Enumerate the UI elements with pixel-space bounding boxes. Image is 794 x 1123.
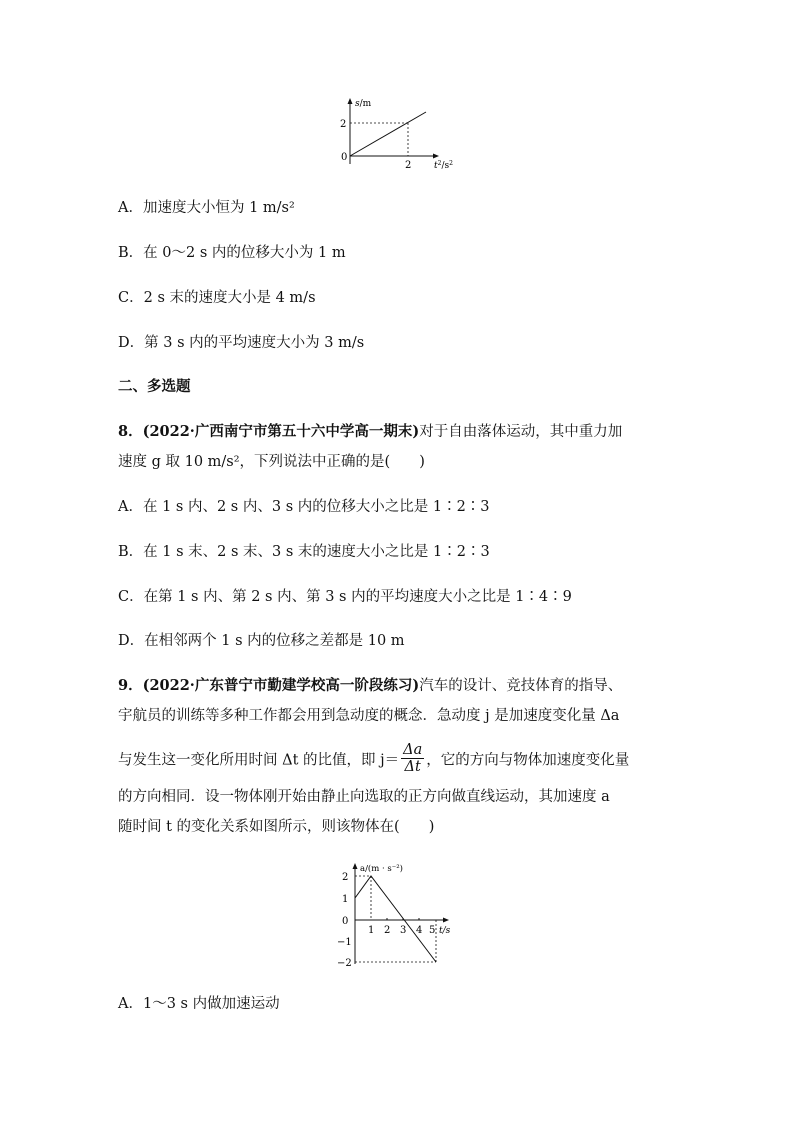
q7-option-c: C．2 s 末的速度大小是 4 m/s (118, 290, 316, 306)
g2-x-tick-4: 4 (416, 925, 423, 936)
g2-y-tick-m2: −2 (337, 958, 352, 969)
q7-option-b: B．在 0～2 s 内的位移大小为 1 m (118, 245, 346, 261)
q8-line2: 速度 g 取 10 m/s²，下列说法中正确的是( ) (118, 454, 425, 470)
g1-y-arrow (348, 98, 353, 104)
q9-line3: 与发生这一变化所用时间 Δt 的比值，即 j＝ $\frac{\Delta a}{\Delta t}$ ，它的方向与物体加速度变化量 (118, 742, 630, 775)
section-title: 二、多选题 (118, 378, 191, 395)
jerk-fraction: $\frac{\Delta a}{\Delta t}$ (403, 742, 423, 775)
g1-y-label: s/m (355, 99, 372, 109)
g2-y-label: a/(m · s⁻²) (360, 864, 403, 874)
q9-option-a: A．1～3 s 内做加速运动 (118, 996, 280, 1012)
g2-x-arrow (443, 918, 449, 923)
q8-option-d: D．在相邻两个 1 s 内的位移之差都是 10 m (118, 633, 405, 649)
graph-a-t (335, 858, 460, 970)
q9-line4: 的方向相同．设一物体刚开始由静止向选取的正方向做直线运动，其加速度 a (118, 789, 610, 805)
g2-y-arrow (353, 863, 358, 869)
g2-data-line (355, 876, 436, 962)
q9-line2: 宇航员的训练等多种工作都会用到急动度的概念．急动度 j 是加速度变化量 Δa (118, 708, 620, 724)
g1-y-tick: 2 (340, 119, 347, 130)
g2-x-label: t/s (439, 926, 451, 936)
g2-x-tick-1: 1 (368, 925, 375, 936)
g1-origin: 0 (341, 152, 348, 163)
graph-s-t2 (330, 92, 470, 177)
g2-x-tick-5: 5 (429, 925, 436, 936)
g1-data-line (350, 112, 426, 156)
g1-x-label: $t^2/s^2$ (434, 159, 453, 171)
q8-option-a: A．在 1 s 内、2 s 内、3 s 内的位移大小之比是 1∶2∶3 (118, 499, 490, 515)
g2-y-tick-1: 1 (342, 894, 349, 905)
g1-x-tick: 2 (405, 160, 412, 171)
g1-x-arrow (433, 154, 439, 159)
q7-option-a: A．加速度大小恒为 1 m/s² (118, 200, 295, 216)
q8-option-c: C．在第 1 s 内、第 2 s 内、第 3 s 内的平均速度大小之比是 1∶4∶9 (118, 589, 572, 605)
q7-option-d: D．第 3 s 内的平均速度大小为 3 m/s (118, 335, 365, 351)
g2-y-tick-0: 0 (342, 916, 349, 927)
q8-line1: 8．(2022·广西南宁市第五十六中学高一期末)对于自由落体运动，其中重力加 (118, 423, 623, 440)
q9-line5: 随时间 t 的变化关系如图所示，则该物体在( ) (118, 819, 435, 835)
g2-y-tick-2: 2 (342, 872, 349, 883)
g2-x-tick-3: 3 (400, 925, 407, 936)
q9-line1: 9．(2022·广东普宁市勤建学校高一阶段练习)汽车的设计、竞技体育的指导、 (118, 677, 623, 694)
g2-x-tick-2: 2 (384, 925, 391, 936)
g2-y-tick-m1: −1 (337, 937, 352, 948)
q8-option-b: B．在 1 s 末、2 s 末、3 s 末的速度大小之比是 1∶2∶3 (118, 544, 490, 560)
